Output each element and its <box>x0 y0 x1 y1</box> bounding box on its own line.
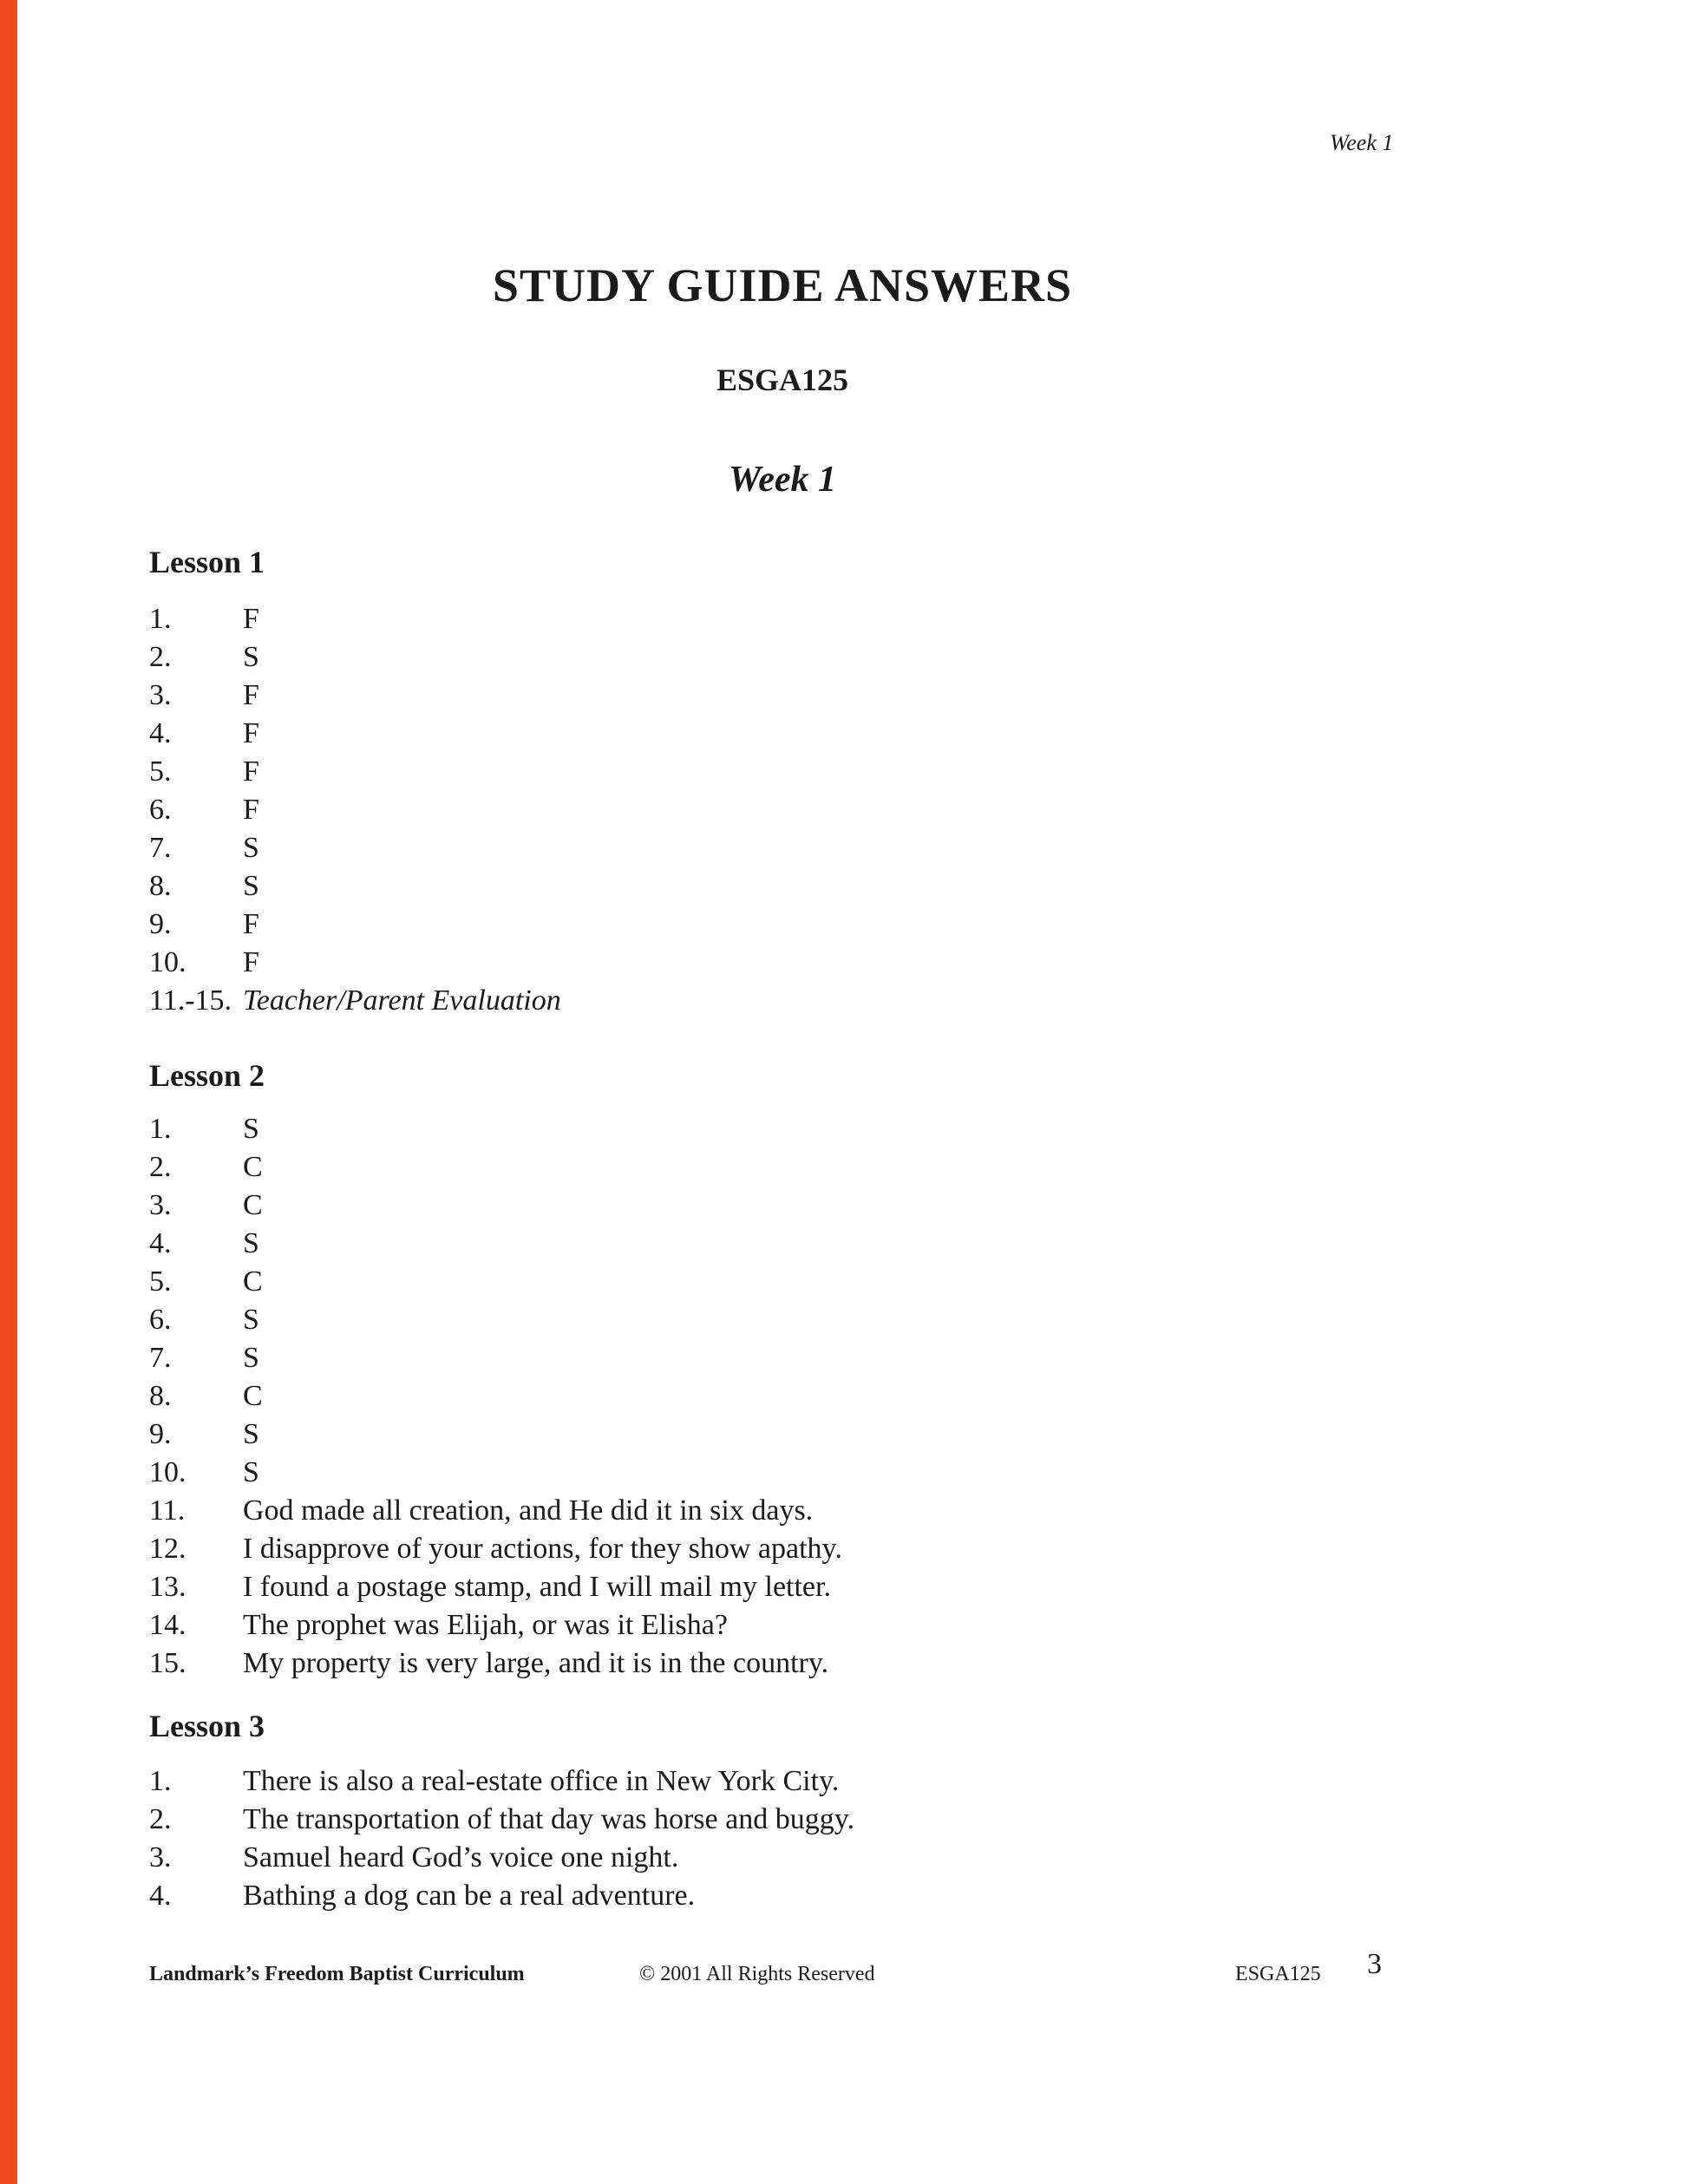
answer-value: S <box>243 1227 259 1260</box>
answer-item <box>149 1225 1416 1263</box>
answer-item <box>149 1339 1416 1377</box>
answer-item <box>149 1454 1416 1492</box>
answer-number: 6. <box>149 794 172 827</box>
answer-item <box>149 906 1416 944</box>
lesson-2-heading: Lesson 2 <box>149 1058 265 1094</box>
answer-item <box>149 1877 1416 1915</box>
answer-value: F <box>243 679 259 712</box>
answer-item <box>149 1606 1416 1645</box>
answer-item <box>149 753 1416 791</box>
answer-number: 12. <box>149 1533 186 1566</box>
answer-number: 9. <box>149 908 172 941</box>
answer-number: 11.-15. <box>149 984 232 1017</box>
answer-number: 14. <box>149 1609 186 1642</box>
answer-item <box>149 829 1416 867</box>
footer-publisher: Landmark’s Freedom Baptist Curriculum <box>149 1963 525 1985</box>
answer-number: 5. <box>149 1265 172 1298</box>
answer-value: C <box>243 1380 263 1413</box>
answer-item <box>149 1801 1416 1839</box>
answer-number: 8. <box>149 870 172 903</box>
answer-value: The transportation of that day was horse and buggy. <box>243 1803 855 1836</box>
page-title: STUDY GUIDE ANSWERS <box>492 259 1073 311</box>
lesson-1-heading: Lesson 1 <box>149 545 265 580</box>
answer-number: 6. <box>149 1304 172 1337</box>
answer-item <box>149 1762 1416 1801</box>
answer-item <box>149 1110 1416 1148</box>
answer-item <box>149 677 1416 715</box>
lesson-2-answer-list <box>149 1110 1416 1683</box>
answer-number: 1. <box>149 603 172 636</box>
answer-value: F <box>243 603 259 636</box>
answer-value: There is also a real-estate office in New York City. <box>243 1765 840 1798</box>
answer-item <box>149 944 1416 982</box>
scan-edge-strip <box>0 0 17 2184</box>
answer-value: C <box>243 1189 263 1222</box>
answer-item <box>149 1568 1416 1606</box>
answer-value: F <box>243 717 259 750</box>
answer-number: 13. <box>149 1571 186 1604</box>
answer-number: 8. <box>149 1380 172 1413</box>
answer-value: F <box>243 794 259 827</box>
answer-item <box>149 600 1416 638</box>
answer-item <box>149 715 1416 753</box>
answer-value: F <box>243 908 259 941</box>
answer-value: S <box>243 1456 259 1489</box>
answer-number: 10. <box>149 1456 186 1489</box>
answer-item <box>149 1645 1416 1683</box>
answer-value: My property is very large, and it is in the country. <box>243 1647 829 1680</box>
answer-item <box>149 1187 1416 1225</box>
answer-value: The prophet was Elijah, or was it Elisha? <box>243 1609 728 1642</box>
answer-number: 2. <box>149 1803 172 1836</box>
lesson-3-answer-list <box>149 1762 1416 1915</box>
answer-value: S <box>243 641 259 674</box>
answer-number: 2. <box>149 1151 172 1184</box>
answer-value: F <box>243 755 259 788</box>
footer-page-number: 3 <box>1367 1948 1382 1980</box>
running-head-week: Week 1 <box>1330 130 1394 155</box>
answer-item <box>149 867 1416 906</box>
answer-number: 4. <box>149 717 172 750</box>
answer-value: S <box>243 1342 259 1375</box>
answer-number: 3. <box>149 679 172 712</box>
answer-value: S <box>243 870 259 903</box>
answer-number: 7. <box>149 1342 172 1375</box>
answer-item <box>149 1416 1416 1454</box>
answer-value: F <box>243 946 259 979</box>
footer-copyright: © 2001 All Rights Reserved <box>639 1963 875 1985</box>
answer-number: 2. <box>149 641 172 674</box>
answer-number: 11. <box>149 1494 186 1527</box>
answer-item <box>149 1377 1416 1416</box>
answer-number: 4. <box>149 1227 172 1260</box>
answer-item <box>149 1839 1416 1877</box>
answer-item <box>149 1530 1416 1568</box>
footer-course-code: ESGA125 <box>1235 1963 1321 1985</box>
answer-number: 3. <box>149 1841 172 1874</box>
answer-value: C <box>243 1151 263 1184</box>
answer-value: S <box>243 1113 259 1146</box>
page-content <box>149 0 1416 1915</box>
answer-value: S <box>243 1304 259 1337</box>
answer-number: 15. <box>149 1647 186 1680</box>
answer-value: Teacher/Parent Evaluation <box>243 984 561 1017</box>
answer-item <box>149 1148 1416 1187</box>
answer-value: I found a postage stamp, and I will mail my letter. <box>243 1571 831 1604</box>
answer-item <box>149 1492 1416 1530</box>
answer-item <box>149 791 1416 829</box>
answer-item <box>149 638 1416 677</box>
answer-item <box>149 1263 1416 1301</box>
answer-value: God made all creation, and He did it in six days. <box>243 1494 814 1527</box>
answer-value: S <box>243 1418 259 1451</box>
answer-number: 7. <box>149 832 172 865</box>
answer-number: 3. <box>149 1189 172 1222</box>
lesson-3-heading: Lesson 3 <box>149 1709 265 1744</box>
course-code: ESGA125 <box>716 363 849 398</box>
week-heading: Week 1 <box>728 460 836 500</box>
answer-value: Bathing a dog can be a real adventure. <box>243 1880 696 1913</box>
answer-number: 10. <box>149 946 186 979</box>
answer-value: Samuel heard God’s voice one night. <box>243 1841 679 1874</box>
answer-item <box>149 1301 1416 1339</box>
answer-value: C <box>243 1265 263 1298</box>
lesson-1-answer-list <box>149 600 1416 1020</box>
answer-number: 1. <box>149 1765 172 1798</box>
answer-number: 1. <box>149 1113 172 1146</box>
answer-item <box>149 982 1416 1020</box>
answer-number: 9. <box>149 1418 172 1451</box>
answer-number: 4. <box>149 1880 172 1913</box>
answer-number: 5. <box>149 755 172 788</box>
answer-value: S <box>243 832 259 865</box>
answer-value: I disapprove of your actions, for they show apathy. <box>243 1533 842 1566</box>
